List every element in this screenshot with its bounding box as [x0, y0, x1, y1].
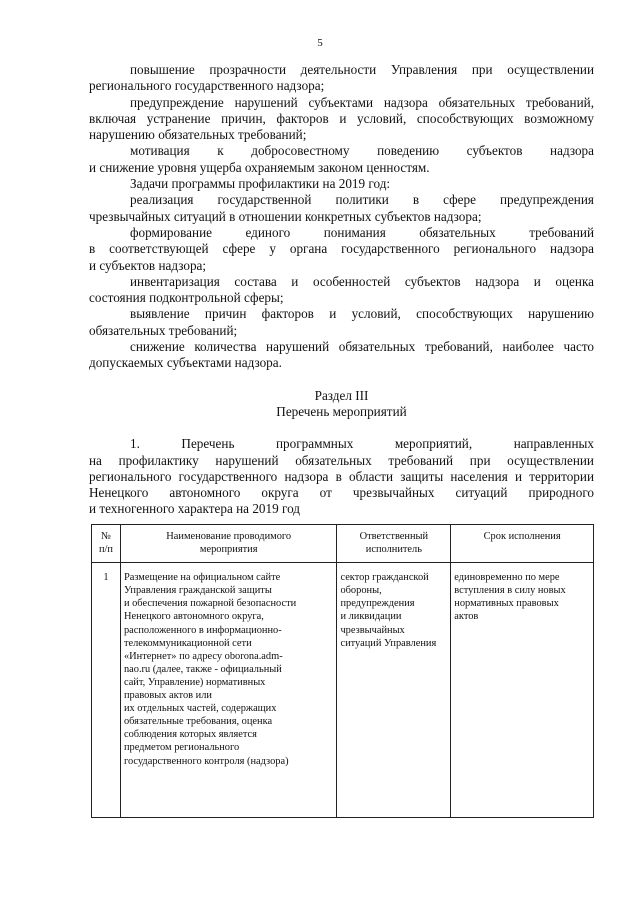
cell-line: актов	[454, 611, 479, 623]
cell-line: и ликвидации	[340, 611, 402, 623]
section-title: Перечень мероприятий	[276, 403, 407, 419]
cell-line: сектор гражданской	[340, 572, 429, 584]
responsible-cell	[337, 563, 451, 818]
header-activity-line1: Наименование проводимого	[166, 531, 292, 542]
header-activity-line2: мероприятия	[199, 544, 258, 556]
text-line: формирование единого понимания обязательных требований	[130, 224, 594, 240]
text-line: и снижение уровня ущерба охраняемым законом ценностям.	[89, 159, 430, 175]
program-objectives-text	[89, 62, 594, 372]
cell-line: предупреждения	[340, 598, 415, 610]
cell-line: телекоммуникационной сети	[123, 637, 252, 649]
header-deadline	[451, 525, 594, 563]
text-line: реализация государственной политики в сфере предупреждения	[130, 192, 594, 208]
cell-line: ситуаций Управления	[340, 637, 437, 649]
text-line: включая устранение причин, факторов и условий, способствующих возможному	[89, 110, 594, 126]
text-line: инвентаризация состава и особенностей субъектов надзора и оценка	[130, 273, 594, 289]
text-line: Ненецкого автономного округа от чрезвычайных ситуаций природного	[89, 485, 594, 501]
cell-line: правовых актов или	[123, 690, 212, 702]
cell-line: «Интернет» по адресу oborona.adm-	[123, 650, 283, 662]
cell-line: и обеспечения пожарной безопасности	[123, 598, 297, 610]
document-body	[89, 62, 594, 518]
cell-line: их отдельных частей, содержащих	[123, 703, 277, 715]
text-line: обязательных требований;	[89, 322, 238, 338]
text-line: и техногенного характера на 2019 год	[89, 501, 301, 517]
text-line: выявление причин факторов и условий, способствующих нарушению	[130, 306, 594, 322]
text-line: повышение прозрачности деятельности Управления при осуществлении	[130, 62, 594, 77]
text-line: снижение количества нарушений обязательных требований, наиболее часто	[130, 339, 594, 355]
section-heading: Раздел III	[314, 387, 369, 403]
cell-line: чрезвычайных	[340, 624, 405, 636]
header-deadline-line1: Срок исполнения	[483, 531, 561, 542]
text-line: регионального государственного надзора;	[89, 78, 325, 94]
cell-line: сайт, Управление) нормативных	[123, 676, 266, 688]
cell-line: Управления гражданской защиты	[123, 585, 272, 597]
header-responsible-line1: Ответственный	[359, 531, 429, 542]
text-line: Задачи программы профилактики на 2019 год:	[130, 176, 391, 192]
cell-line: единовременно по мере	[454, 572, 560, 584]
text-line: регионального государственного надзора в области защиты населения и территории	[89, 468, 594, 484]
activities-table	[91, 524, 594, 818]
header-number-line1: №	[101, 531, 111, 542]
header-responsible	[337, 525, 451, 563]
section-header	[89, 388, 594, 421]
text-line: и субъектов надзора;	[89, 257, 207, 273]
cell-line: nao.ru (далее, также - официальный	[123, 663, 282, 675]
cell-line: Размещение на официальном сайте	[123, 572, 281, 584]
cell-line: предметом регионального	[123, 742, 240, 754]
cell-line: Ненецкого автономного округа,	[123, 611, 264, 623]
deadline-cell	[451, 563, 594, 818]
text-line: допускаемых субъектами надзора.	[89, 355, 282, 371]
table-row	[92, 563, 594, 818]
page-number: 5	[317, 37, 323, 49]
header-responsible-line2: исполнитель	[365, 544, 422, 556]
text-line: в соответствующей сфере у органа государственного регионального надзора	[89, 241, 594, 257]
activity-cell	[120, 563, 337, 818]
activities-intro	[89, 436, 594, 517]
cell-line: обороны,	[340, 585, 382, 597]
cell-line: государственного контроля (надзора)	[123, 755, 289, 767]
header-number	[92, 525, 121, 563]
text-line: чрезвычайных ситуаций в отношении конкретных субъектов надзора;	[89, 208, 482, 224]
table-header-row	[92, 525, 594, 563]
text-line: мотивация к добросовестному поведению субъектов надзора	[130, 143, 594, 159]
row-number: 1	[92, 563, 121, 818]
cell-line: расположенного в информационно-	[123, 624, 282, 636]
text-line: состояния подконтрольной сферы;	[89, 290, 284, 306]
cell-line: вступления в силу новых	[454, 585, 566, 597]
text-line: на профилактику нарушений обязательных требований при осуществлении	[89, 452, 594, 468]
text-line: нарушению обязательных требований;	[89, 127, 307, 143]
header-number-line2: п/п	[98, 544, 113, 556]
text-line: предупреждение нарушений субъектами надзора обязательных требований,	[130, 94, 594, 110]
text-line: 1. Перечень программных мероприятий, направленных	[130, 436, 594, 452]
header-activity	[120, 525, 337, 563]
cell-line: соблюдения которых является	[123, 729, 257, 741]
cell-line: обязательные требования, оценка	[123, 716, 273, 728]
cell-line: нормативных правовых	[454, 598, 559, 610]
